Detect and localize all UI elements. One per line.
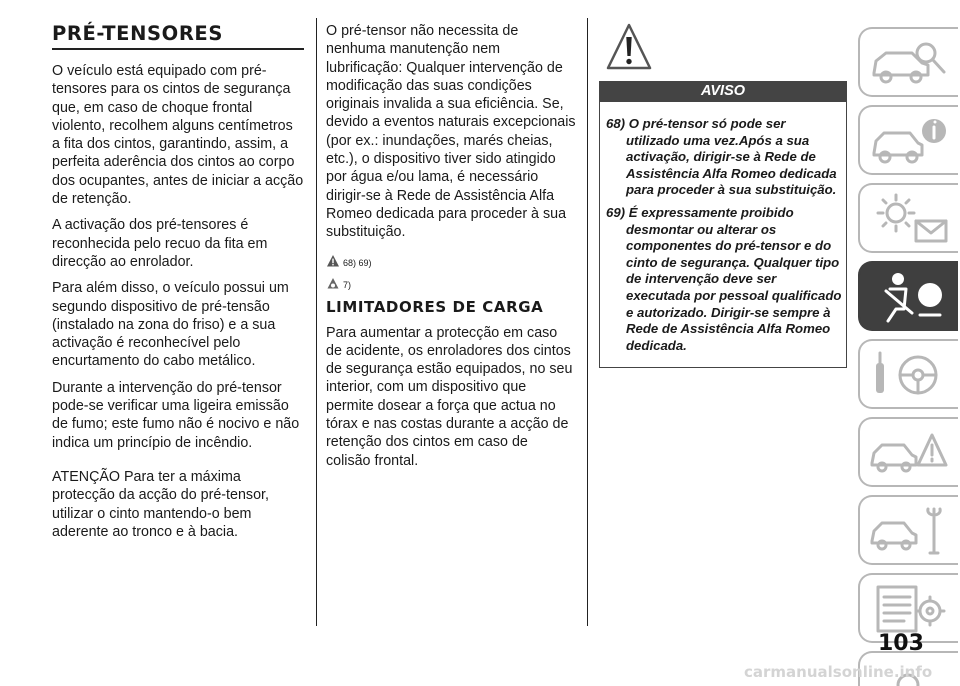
note-first-line: O pré-tensor só pode ser xyxy=(628,116,786,131)
note-reference xyxy=(326,272,576,290)
paragraph: Durante a intervenção do pré-tensor pode-se verificar uma ligeira emissão de fumo; este fumo não é nocivo e não indica um princípio de incêndio. xyxy=(52,379,300,451)
note-drop-icon xyxy=(326,276,340,290)
lights-message-icon xyxy=(868,191,952,247)
paragraph: Para aumentar a protecção em caso de acidente, os enroladores dos cintos de segurança estão equipados, no seu interior, com um dispositivo que permite dosear a força que actua no tórax e nas costas durante a acção de retenção dos cintos em caso de colisão frontal. xyxy=(326,324,573,469)
car-maintenance-wrench-icon xyxy=(868,503,952,559)
tab-emergency[interactable] xyxy=(858,417,958,487)
paragraph: A activação dos pré-tensores é reconhecida pelo recuo da fita em direcção ao enrolador. xyxy=(52,217,268,270)
paragraph: O pré-tensor não necessita de nenhuma manutenção nem lubrificação: Qualquer intervenção de modificação das suas condições originais invalida a sua eficiência. Se, devido a eventos naturais excepcionais (por ex.: inundações, marés cheias, etc.), o dispositivo tiver sido atingido por água e/ou lama, é necessário dirigir-se à Rede de Assistência Alfa Romeo dedicada para proceder à sua substituição. xyxy=(326,23,576,241)
note-first-line: É expressamente proibido xyxy=(628,204,794,220)
column-limitadores xyxy=(326,22,576,478)
section-title: PRÉ-TENSORES xyxy=(52,22,304,50)
note-reference-number: 7) xyxy=(343,279,352,290)
watermark: carmanualsonline.info xyxy=(744,663,933,681)
tab-lights-messages[interactable] xyxy=(858,183,958,253)
page-number: 103 xyxy=(878,631,924,656)
tab-knowing-the-car[interactable] xyxy=(858,27,958,97)
warning-triangle-icon xyxy=(606,22,652,72)
specs-gear-icon xyxy=(868,581,952,637)
column-divider-right xyxy=(587,18,588,626)
column-aviso xyxy=(599,22,847,368)
warning-note xyxy=(606,205,844,354)
aviso-header: AVISO xyxy=(599,81,847,102)
car-warning-road-icon xyxy=(868,425,952,481)
tab-instrument-panel[interactable] xyxy=(858,105,958,175)
car-info-icon xyxy=(868,113,952,169)
note-number: 69) xyxy=(606,204,626,220)
tab-starting-driving[interactable] xyxy=(858,339,958,409)
note-number: 68) xyxy=(606,116,626,131)
tab-safety[interactable] xyxy=(858,261,958,331)
key-steering-icon xyxy=(868,347,952,403)
warning-triangle-icon xyxy=(326,254,340,268)
warning-reference-numbers: 68) 69) xyxy=(343,257,372,268)
paragraph: O veículo está equipado com pré-tensores para os cintos de segurança que, em caso de choque frontal violento, recolhem alguns centímetros a fita dos cintos, garantindo, assim, a perfeita aderência dos cintos ao corpo dos ocupantes, antes de iniciar a acção de retenção. xyxy=(52,63,304,208)
warning-reference xyxy=(326,250,576,268)
column-pre-tensores xyxy=(52,22,304,549)
aviso-box xyxy=(599,102,847,368)
section-subtitle: LIMITADORES DE CARGA xyxy=(326,297,544,316)
car-search-icon xyxy=(868,35,952,91)
warning-note xyxy=(606,116,844,199)
attention-paragraph: ATENÇÃO Para ter a máxima protecção da acção do pré-tensor, utilizar o cinto mantendo-o bem aderente ao tronco e à bacia. xyxy=(52,468,269,540)
tab-maintenance[interactable] xyxy=(858,495,958,565)
column-divider-left xyxy=(316,18,317,626)
paragraph: Para além disso, o veículo possui um segundo dispositivo de pré-tensão (instalado na zona do friso) e a sua activação é reconhecível pelo encurtamento do cabo metálico. xyxy=(52,280,289,370)
seatbelt-airbag-icon xyxy=(868,269,952,325)
note-text: desmontar ou alterar os componentes do pré-tensor e do cinto de segurança. Qualquer tipo de intervenção deve ser executada por pessoal qualificado e autorizado. Dirigir-se sempre à Rede de Assistência Alfa Romeo dedicada. xyxy=(626,221,842,353)
note-text: utilizado uma vez.Após a sua activação, dirigir-se à Rede de Assistência Alfa Romeo dedicada para proceder à sua substituição. xyxy=(626,132,837,198)
